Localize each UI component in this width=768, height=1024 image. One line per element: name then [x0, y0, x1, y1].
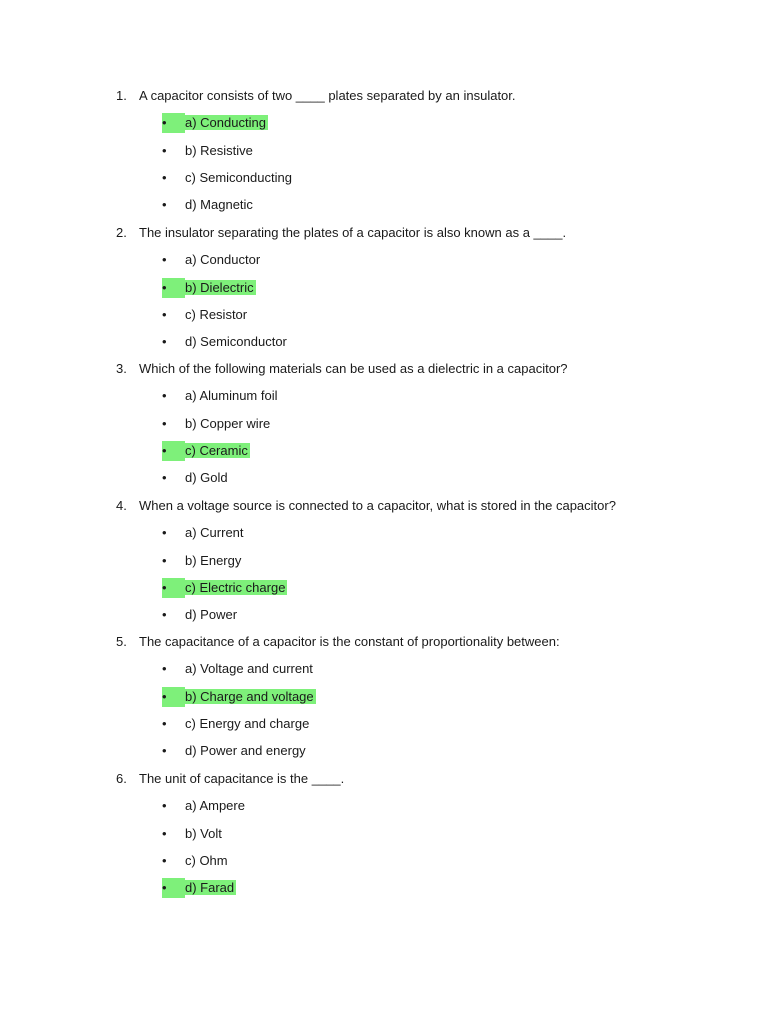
question-text: The unit of capacitance is the ____. [139, 771, 345, 786]
answer-option [162, 523, 244, 543]
answer-option-correct [162, 278, 256, 298]
answer-option-text: b) Charge and voltage [185, 689, 314, 704]
bullet-icon: • [162, 578, 185, 598]
answer-option-text: a) Current [185, 525, 244, 540]
answer-option [162, 714, 309, 734]
bullet-icon: • [162, 416, 167, 431]
question-number: 2. [116, 225, 127, 240]
answer-option [162, 824, 222, 844]
answer-option-text: d) Gold [185, 470, 228, 485]
bullet-icon: • [162, 170, 167, 185]
answer-option [162, 386, 277, 406]
bullet-icon: • [162, 798, 167, 813]
answer-option-text: d) Power and energy [185, 743, 306, 758]
answer-option-text: b) Resistive [185, 143, 253, 158]
bullet-icon: • [162, 197, 167, 212]
question-number: 1. [116, 88, 127, 103]
question-3 [116, 359, 568, 379]
bullet-icon: • [162, 307, 167, 322]
bullet-icon: • [162, 252, 167, 267]
question-1 [116, 86, 516, 106]
bullet-icon: • [162, 826, 167, 841]
answer-option-text: a) Conducting [185, 115, 266, 130]
answer-option [162, 605, 237, 625]
answer-option [162, 796, 245, 816]
answer-option-text: b) Dielectric [185, 280, 254, 295]
answer-option-text: d) Farad [185, 880, 235, 895]
answer-option-text: a) Voltage and current [185, 661, 313, 676]
question-text: The insulator separating the plates of a capacitor is also known as a ____. [139, 225, 567, 240]
bullet-icon: • [162, 553, 167, 568]
bullet-icon: • [162, 441, 185, 461]
answer-option [162, 250, 260, 270]
answer-option-text: c) Electric charge [185, 580, 286, 595]
answer-option [162, 168, 292, 188]
answer-option [162, 141, 253, 161]
bullet-icon: • [162, 143, 167, 158]
question-6 [116, 769, 344, 789]
answer-option-text: b) Copper wire [185, 416, 271, 431]
question-number: 3. [116, 361, 127, 376]
answer-option [162, 468, 228, 488]
bullet-icon: • [162, 661, 167, 676]
bullet-icon: • [162, 878, 185, 898]
answer-option-text: c) Ceramic [185, 443, 248, 458]
answer-option-text: d) Power [185, 607, 238, 622]
question-text: Which of the following materials can be used as a dielectric in a capacitor? [139, 361, 568, 376]
question-text: When a voltage source is connected to a capacitor, what is stored in the capacitor? [139, 498, 616, 513]
question-text: A capacitor consists of two ____ plates separated by an insulator. [139, 88, 516, 103]
bullet-icon: • [162, 470, 167, 485]
question-number: 4. [116, 498, 127, 513]
answer-option [162, 332, 287, 352]
answer-option-text: c) Semiconducting [185, 170, 292, 185]
answer-option-text: d) Semiconductor [185, 334, 287, 349]
answer-option-text: c) Energy and charge [185, 716, 310, 731]
question-2 [116, 223, 566, 243]
bullet-icon: • [162, 607, 167, 622]
answer-option-text: d) Magnetic [185, 197, 253, 212]
answer-option-correct [162, 687, 316, 707]
answer-option-correct [162, 878, 236, 898]
answer-option-text: c) Resistor [185, 307, 248, 322]
question-number: 6. [116, 771, 127, 786]
bullet-icon: • [162, 716, 167, 731]
answer-option [162, 741, 306, 761]
question-text: The capacitance of a capacitor is the constant of proportionality between: [139, 634, 560, 649]
bullet-icon: • [162, 687, 185, 707]
question-number: 5. [116, 634, 127, 649]
bullet-icon: • [162, 334, 167, 349]
answer-option [162, 551, 241, 571]
answer-option-text: a) Aluminum foil [185, 388, 278, 403]
answer-option [162, 414, 270, 434]
question-4 [116, 496, 616, 516]
answer-option-text: b) Energy [185, 553, 242, 568]
answer-option [162, 851, 228, 871]
bullet-icon: • [162, 388, 167, 403]
answer-option-text: a) Conductor [185, 252, 261, 267]
answer-option-text: b) Volt [185, 826, 222, 841]
answer-option [162, 305, 247, 325]
bullet-icon: • [162, 525, 167, 540]
bullet-icon: • [162, 743, 167, 758]
bullet-icon: • [162, 278, 185, 298]
question-5 [116, 632, 560, 652]
bullet-icon: • [162, 113, 185, 133]
answer-option-correct [162, 578, 287, 598]
answer-option-correct [162, 113, 268, 133]
answer-option-text: a) Ampere [185, 798, 245, 813]
answer-option [162, 195, 253, 215]
answer-option-text: c) Ohm [185, 853, 228, 868]
answer-option-correct [162, 441, 250, 461]
answer-option [162, 659, 313, 679]
bullet-icon: • [162, 853, 167, 868]
